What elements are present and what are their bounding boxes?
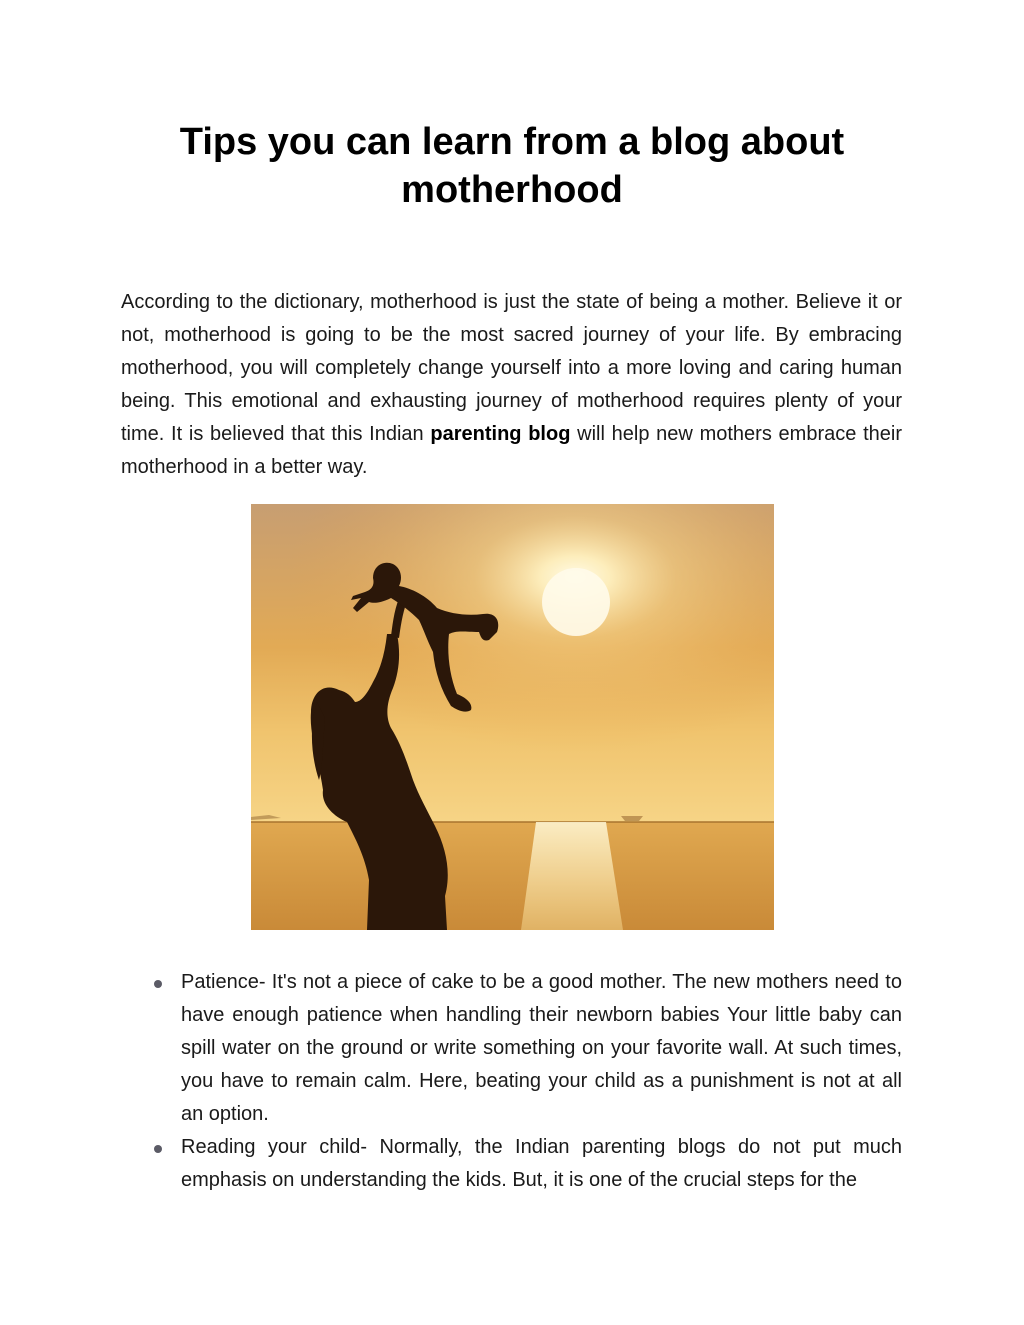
bullet-icon	[154, 1145, 162, 1153]
title-line-1: Tips you can learn from a blog about	[179, 121, 845, 163]
mother-lifting-baby-sunset-photo	[251, 504, 774, 930]
list-item	[181, 966, 902, 1131]
intro-paragraph	[121, 286, 902, 484]
tips-list	[181, 966, 902, 1197]
sun	[542, 568, 610, 636]
intro-bold-keyword: parenting blog	[430, 423, 571, 445]
bullet-text: Patience- It's not a piece of cake to be a good mother. The new mothers need to have enough patience when handling their newborn babies Your little baby can spill water on the ground or write something on your favorite wall. At such times, you have to remain calm. Here, beating your child as a punishment is not at all an option.	[181, 971, 902, 1125]
bullet-text: Reading your child- Normally, the Indian parenting blogs do not put much emphasis on understanding the kids. But, it is one of the crucial steps for the	[181, 1136, 902, 1191]
sun-reflection	[521, 822, 623, 930]
intro-text-end: will help new mothers embrace their motherhood in a better way.	[121, 423, 902, 478]
mother-baby-sunset-image	[251, 504, 774, 930]
list-item	[181, 1131, 902, 1197]
title-line-2: motherhood	[401, 169, 623, 211]
document-title	[120, 118, 904, 214]
sea	[251, 822, 774, 930]
intro-text-start: According to the dictionary, motherhood is just the state of being a mother. Believe it or not, motherhood is going to be the most sacred journey of your life. By embracing motherhood, you will completely change yourself into a more loving and caring human being. This emotional and exhausting journey of motherhood requires plenty of your time. It is believed that this Indian	[121, 291, 902, 445]
bullet-icon	[154, 980, 162, 988]
